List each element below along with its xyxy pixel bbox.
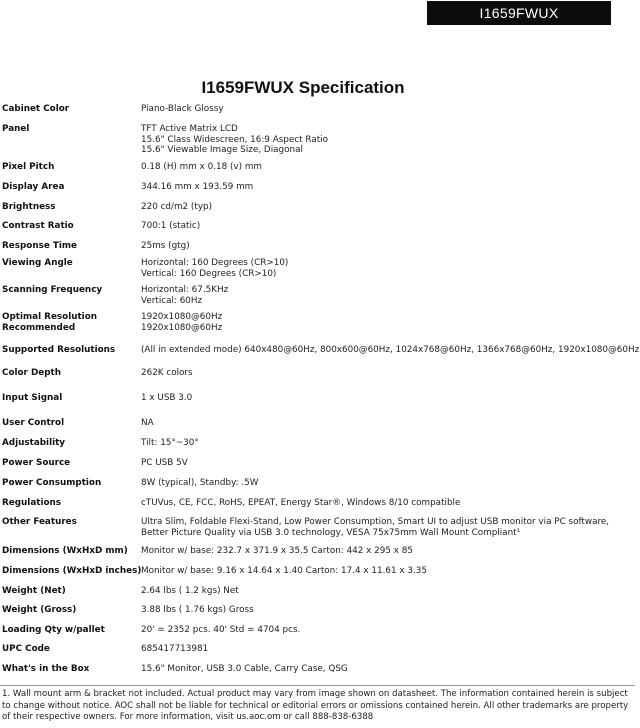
spec-value-line: 0.18 (H) mm x 0.18 (v) mm bbox=[141, 162, 262, 172]
spec-label-text: Response Time bbox=[2, 241, 77, 251]
spec-value-line: 344.16 mm x 193.59 mm bbox=[141, 182, 254, 192]
spec-label bbox=[2, 258, 137, 269]
spec-value bbox=[141, 241, 633, 252]
spec-value bbox=[141, 498, 633, 509]
footnote: 1. Wall mount arm & bracket not included. Actual product may vary from image shown on datasheet. The information contained herein is subject to change without notice. AOC shall not be liable for technical or editorial errors or omissions contained herein. All other trademarks are property of their respective owners. For more information, visit us.aoc.om or call 888-838-6388 bbox=[2, 689, 629, 722]
spec-value bbox=[141, 285, 633, 306]
spec-value bbox=[141, 258, 633, 279]
spec-label-text: Loading Qty w/pallet bbox=[2, 625, 105, 635]
spec-value-line: 700:1 (static) bbox=[141, 221, 201, 231]
spec-label-text: Contrast Ratio bbox=[2, 221, 74, 231]
spec-value-line: Horizontal: 160 Degrees (CR>10) bbox=[141, 258, 289, 268]
spec-label-text: Viewing Angle bbox=[2, 258, 73, 268]
spec-value bbox=[141, 644, 633, 655]
spec-label bbox=[2, 605, 137, 616]
spec-value-line: NA bbox=[141, 418, 154, 428]
spec-label-text: Power Source bbox=[2, 458, 71, 468]
spec-value-line: 20' = 2352 pcs. 40' Std = 4704 pcs. bbox=[141, 625, 301, 635]
spec-value-line: TFT Active Matrix LCD bbox=[141, 124, 238, 134]
spec-label-text: Input Signal bbox=[2, 393, 63, 403]
spec-value-line: 220 cd/m2 (typ) bbox=[141, 202, 213, 212]
spec-value-line: 1920x1080@60Hz bbox=[141, 322, 223, 333]
footnote-divider bbox=[0, 685, 635, 686]
spec-label-text: Dimensions (WxHxD mm) bbox=[2, 546, 128, 556]
spec-value-line: Horizontal: 67.5KHz bbox=[141, 285, 229, 295]
spec-label bbox=[2, 162, 137, 173]
spec-label bbox=[2, 546, 137, 557]
spec-label-text: Pixel Pitch bbox=[2, 162, 55, 172]
spec-value-line: 1 x USB 3.0 bbox=[141, 393, 193, 403]
page-title: I1659FWUX Specification bbox=[201, 78, 405, 97]
spec-value bbox=[141, 124, 633, 156]
spec-value-line: 1920x1080@60Hz bbox=[141, 312, 223, 322]
spec-value-line: Ultra Slim, Foldable Flexi-Stand, Low Power Consumption, Smart UI to adjust USB monitor via PC software, Better Picture Quality via USB 3.0 technology, VESA 75x75mm Wall Mount Compliant¹ bbox=[141, 517, 610, 538]
spec-label-text: Weight (Gross) bbox=[2, 605, 77, 615]
spec-label-text: Scanning Frequency bbox=[2, 285, 103, 295]
spec-label bbox=[2, 368, 137, 379]
spec-value-line: Tilt: 15°~30° bbox=[141, 438, 199, 448]
spec-label bbox=[2, 458, 137, 469]
spec-label bbox=[2, 664, 137, 675]
spec-value bbox=[141, 418, 633, 429]
spec-label-text: Weight (Net) bbox=[2, 586, 66, 596]
spec-value-line: Monitor w/ base: 9.16 x 14.64 x 1.40 Carton: 17.4 x 11.61 x 3.35 bbox=[141, 566, 427, 576]
spec-value bbox=[141, 517, 633, 538]
spec-value-line: 8W (typical), Standby: .5W bbox=[141, 478, 259, 488]
spec-value-line: Vertical: 60Hz bbox=[141, 295, 203, 306]
spec-label bbox=[2, 625, 137, 636]
spec-value bbox=[141, 438, 633, 449]
spec-label-text: Recommended bbox=[2, 323, 76, 333]
spec-value-line: Monitor w/ base: 232.7 x 371.9 x 35.5 Carton: 442 x 295 x 85 bbox=[141, 546, 413, 556]
spec-value-line: 685417713981 bbox=[141, 644, 209, 654]
spec-label-text: What's in the Box bbox=[2, 664, 90, 674]
spec-value bbox=[141, 162, 633, 173]
spec-value bbox=[141, 605, 633, 616]
spec-value bbox=[141, 546, 633, 557]
spec-value bbox=[141, 345, 640, 356]
spec-value bbox=[141, 221, 633, 232]
spec-label bbox=[2, 586, 137, 597]
spec-label-text: Color Depth bbox=[2, 368, 61, 378]
spec-label bbox=[2, 285, 137, 296]
spec-value bbox=[141, 478, 633, 489]
spec-label bbox=[2, 104, 137, 115]
model-tab: I1659FWUX bbox=[427, 1, 611, 25]
spec-value-line: 15.6" Viewable Image Size, Diagonal bbox=[141, 145, 303, 155]
spec-value-line: (All in extended mode) 640x480@60Hz, 800x600@60Hz, 1024x768@60Hz, 1366x768@60Hz, 1920x1080@60Hz bbox=[141, 345, 640, 355]
spec-label bbox=[2, 241, 137, 252]
spec-label bbox=[2, 312, 137, 334]
spec-value-line: cTUVus, CE, FCC, RoHS, EPEAT, Energy Star®, Windows 8/10 compatible bbox=[141, 498, 461, 508]
spec-label bbox=[2, 124, 137, 135]
spec-label bbox=[2, 418, 137, 429]
spec-value-line: 15.6" Monitor, USB 3.0 Cable, Carry Case, QSG bbox=[141, 664, 348, 674]
spec-label bbox=[2, 498, 137, 509]
spec-label-text: Display Area bbox=[2, 182, 65, 192]
spec-label bbox=[2, 517, 137, 528]
spec-value bbox=[141, 393, 633, 404]
spec-value bbox=[141, 625, 633, 636]
spec-label bbox=[2, 438, 137, 449]
spec-value bbox=[141, 312, 633, 333]
spec-value bbox=[141, 368, 633, 379]
spec-value-line: 2.64 lbs ( 1.2 kgs) Net bbox=[141, 586, 239, 596]
spec-label bbox=[2, 644, 137, 655]
spec-label-text: Adjustability bbox=[2, 438, 66, 448]
spec-value bbox=[141, 586, 633, 597]
spec-label-text: Supported Resolutions bbox=[2, 345, 116, 355]
spec-value bbox=[141, 182, 633, 193]
spec-label-text: Panel bbox=[2, 124, 30, 134]
spec-value-line: 3.88 lbs ( 1.76 kgs) Gross bbox=[141, 605, 254, 615]
spec-value bbox=[141, 202, 633, 213]
spec-label-text: Regulations bbox=[2, 498, 62, 508]
spec-value bbox=[141, 664, 633, 675]
spec-value bbox=[141, 458, 633, 469]
spec-label bbox=[2, 202, 137, 213]
spec-label-text: Other Features bbox=[2, 517, 77, 527]
spec-label bbox=[2, 478, 137, 489]
spec-label bbox=[2, 345, 137, 356]
spec-label bbox=[2, 221, 137, 232]
spec-value-line: 15.6" Class Widescreen, 16:9 Aspect Ratio bbox=[141, 134, 328, 145]
spec-label bbox=[2, 566, 142, 577]
spec-value-line: Vertical: 160 Degrees (CR>10) bbox=[141, 268, 277, 279]
spec-label bbox=[2, 182, 137, 193]
spec-label-text: Brightness bbox=[2, 202, 56, 212]
spec-label bbox=[2, 393, 137, 404]
spec-label-text: Cabinet Color bbox=[2, 104, 70, 114]
spec-value bbox=[141, 566, 633, 577]
spec-value-line: 25ms (gtg) bbox=[141, 241, 190, 251]
spec-label-text: Optimal Resolution bbox=[2, 312, 98, 322]
spec-label-text: Dimensions (WxHxD inches) bbox=[2, 566, 142, 576]
spec-value-line: Piano-Black Glossy bbox=[141, 104, 224, 114]
spec-label-text: UPC Code bbox=[2, 644, 50, 654]
spec-value-line: 262K colors bbox=[141, 368, 193, 378]
spec-value-line: PC USB 5V bbox=[141, 458, 188, 468]
spec-value bbox=[141, 104, 633, 115]
spec-label-text: User Control bbox=[2, 418, 65, 428]
spec-label-text: Power Consumption bbox=[2, 478, 102, 488]
